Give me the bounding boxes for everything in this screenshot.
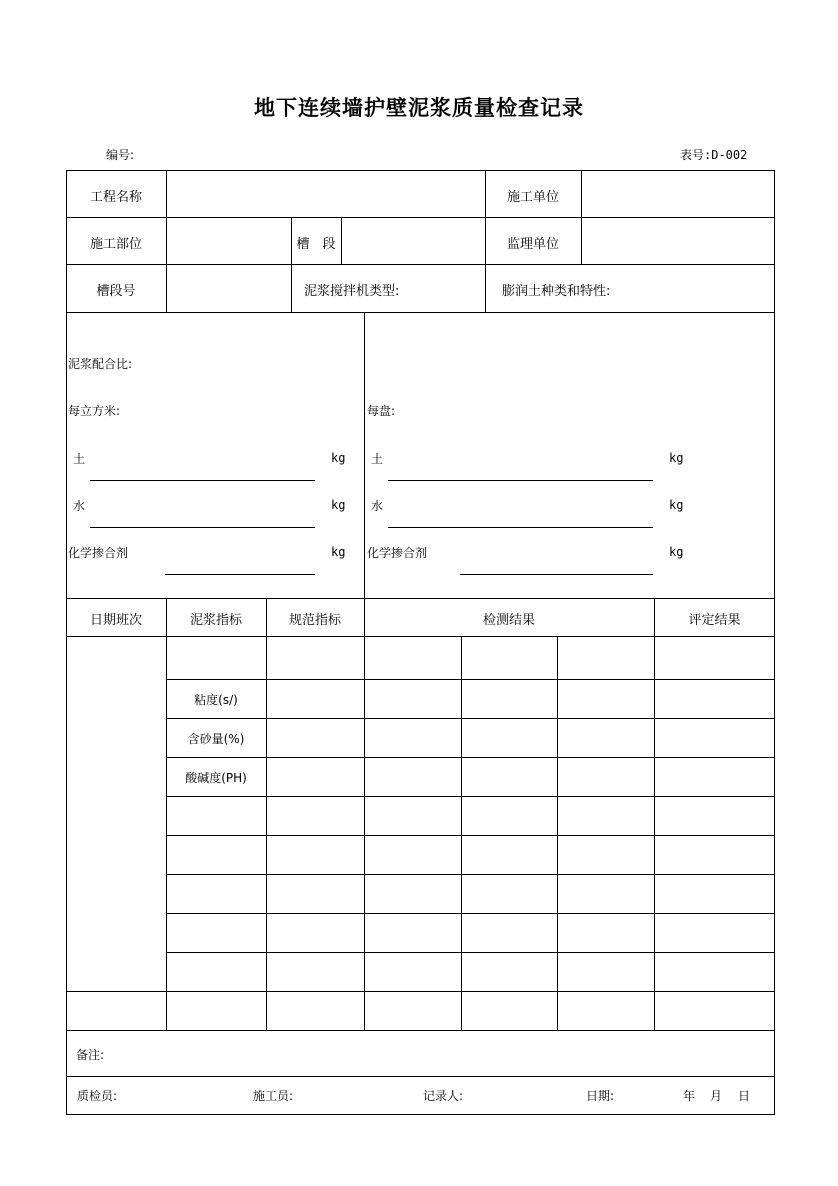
date-month: 月 bbox=[710, 1089, 723, 1103]
additive-unit-left: kg bbox=[331, 545, 346, 559]
trench-number-label: 槽段号 bbox=[96, 284, 136, 299]
additive-label-left: 化学掺合剂 bbox=[68, 546, 129, 560]
location-label: 施工部位 bbox=[89, 237, 142, 252]
additive-input-right[interactable] bbox=[460, 574, 653, 575]
date-label: 日期: bbox=[586, 1089, 615, 1103]
builder-label: 施工员: bbox=[253, 1089, 294, 1103]
serial-number-label: 编号: bbox=[106, 148, 135, 162]
water-unit-left: kg bbox=[331, 498, 346, 512]
additive-label-right: 化学掺合剂 bbox=[367, 546, 428, 560]
inspector-label: 质检员: bbox=[77, 1089, 118, 1103]
header-date-shift: 日期班次 bbox=[89, 613, 142, 628]
soil-label-right: 土 bbox=[371, 452, 384, 466]
water-label-right: 水 bbox=[371, 499, 384, 513]
soil-unit-left: kg bbox=[331, 451, 346, 465]
date-year: 年 bbox=[683, 1089, 696, 1103]
soil-unit-right: kg bbox=[669, 451, 684, 465]
water-input-right[interactable] bbox=[388, 527, 653, 528]
additive-unit-right: kg bbox=[669, 545, 684, 559]
mixer-type-label: 泥浆搅拌机类型: bbox=[304, 284, 400, 299]
mix-ratio-label: 泥浆配合比: bbox=[68, 357, 133, 371]
per-batch-label: 每盘: bbox=[367, 404, 396, 418]
index-sand-content: 含砂量(%) bbox=[187, 732, 245, 746]
water-label-left: 水 bbox=[73, 499, 86, 513]
header-evaluation: 评定结果 bbox=[688, 613, 741, 628]
water-unit-right: kg bbox=[669, 498, 684, 512]
date-day: 日 bbox=[738, 1089, 751, 1103]
header-slurry-index: 泥浆指标 bbox=[189, 613, 242, 628]
soil-label-left: 土 bbox=[73, 452, 86, 466]
soil-input-right[interactable] bbox=[388, 480, 653, 481]
trench-label: 槽 段 bbox=[296, 237, 336, 252]
page-title: 地下连续墙护壁泥浆质量检查记录 bbox=[254, 96, 584, 120]
supervisor-label: 监理单位 bbox=[506, 237, 559, 252]
header-spec-index: 规范指标 bbox=[288, 613, 341, 628]
per-cubic-label: 每立方米: bbox=[68, 404, 121, 418]
contractor-label: 施工单位 bbox=[506, 190, 559, 205]
project-name-label: 工程名称 bbox=[89, 190, 142, 205]
bentonite-label: 膨润土种类和特性: bbox=[502, 284, 611, 299]
remarks-label: 备注: bbox=[76, 1048, 105, 1062]
index-ph: 酸碱度(PH) bbox=[185, 771, 247, 785]
header-test-result: 检测结果 bbox=[482, 613, 535, 628]
recorder-label: 记录人: bbox=[423, 1089, 464, 1103]
water-input-left[interactable] bbox=[90, 527, 315, 528]
form-number: 表号:D-002 bbox=[680, 148, 748, 162]
additive-input-left[interactable] bbox=[165, 574, 315, 575]
soil-input-left[interactable] bbox=[90, 480, 315, 481]
index-viscosity: 粘度(s/) bbox=[194, 693, 238, 707]
